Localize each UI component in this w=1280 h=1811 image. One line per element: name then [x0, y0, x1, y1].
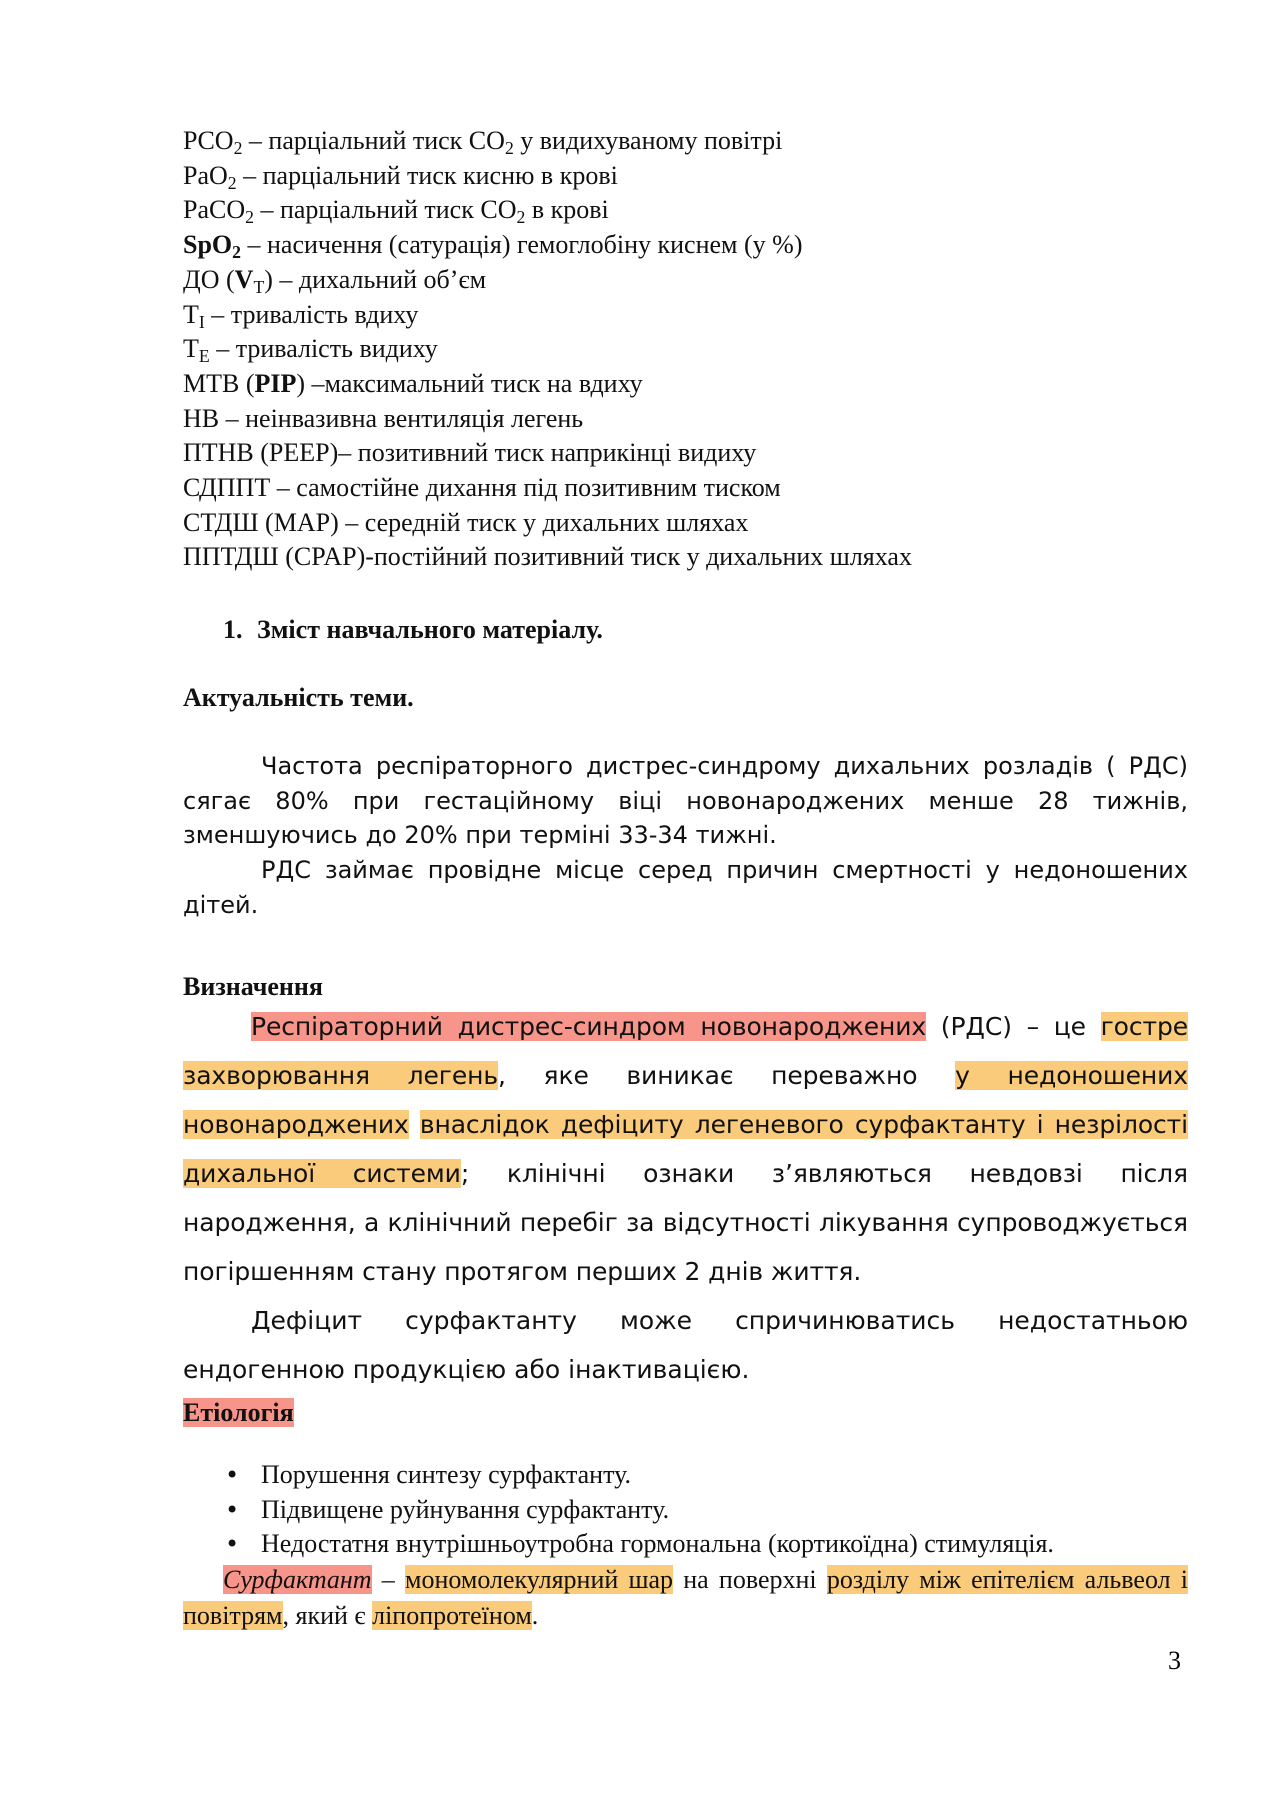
paragraph-text: (РДС) – це	[926, 1012, 1101, 1042]
abbr-text: – тривалість видиху	[209, 334, 438, 364]
subscript: 2	[504, 137, 514, 158]
page-content	[183, 124, 1188, 1634]
paragraph-text: .	[531, 1600, 539, 1630]
abbr-ptnv: ПТНВ (PEEP)– позитивний тиск наприкінці видиху	[183, 438, 757, 468]
abbr-paco2	[183, 193, 1188, 228]
highlight-phrase: у недоношених новонароджених	[183, 1061, 1188, 1140]
definition-paragraph-2	[183, 1296, 1188, 1394]
abbr-term: T	[183, 334, 199, 364]
abbr-term-bold: PIP	[254, 368, 297, 398]
definition-paragraph	[183, 1002, 1188, 1296]
etiology-list	[183, 1458, 1188, 1562]
abbr-spo2	[183, 228, 1188, 263]
subscript: 2	[245, 207, 254, 228]
abbr-text: ) – дихальний об’єм	[264, 264, 487, 294]
paragraph-text: ; клінічні ознаки з’являються невдовзі після народження, а клінічний перебіг за відсутності лікування супроводжується погіршенням стану протягом перших 2 днів життя.	[183, 1159, 1188, 1287]
paragraph-text: РДС займає провідне місце серед причин смертності у недоношених дітей.	[183, 855, 1188, 919]
paragraph-text: Частота респіраторного дистрес-синдрому дихальних розладів ( РДС) сягає 80% при гестаційному віці новонароджених менше 28 тижнів, зменшуючись до 20% при терміні 33-34 тижні.	[183, 752, 1188, 850]
etiology-heading	[183, 1396, 1188, 1430]
abbr-nv: НВ – неінвазивна вентиляція легень	[183, 403, 584, 433]
paragraph-text: Дефіцит сурфактанту може спричинюватись недостатньою ендогенною продукцією або інактивацією.	[183, 1306, 1188, 1385]
abbr-do	[183, 263, 1188, 298]
abbr-term: PaO	[183, 160, 228, 190]
list-item: • Підвищене руйнування сурфактанту.	[183, 1493, 1188, 1528]
highlight-heading: Етіологія	[183, 1398, 294, 1428]
page-number: 3	[1168, 1646, 1181, 1675]
paragraph-text: –	[371, 1564, 405, 1594]
abbr-ti	[183, 298, 1188, 333]
abbr-text: – насичення (сатурація) гемоглобіну киснем (у %)	[241, 230, 803, 260]
abbr-term: МТВ (	[183, 368, 255, 398]
abbr-term-bold: V	[234, 264, 254, 294]
paragraph-text: , яке виникає переважно	[497, 1061, 956, 1091]
abbr-text: ) –максимальний тиск на вдиху	[296, 368, 643, 398]
highlight-term: Респіраторний дистрес-синдром новонароджених	[251, 1012, 927, 1042]
subscript: 2	[516, 207, 526, 228]
subscript: 2	[233, 137, 243, 158]
relevance-paragraph-2	[183, 853, 1188, 922]
abbr-text: – парціальний тиск CO	[253, 195, 517, 225]
abbr-text: у видихуваному повітрі	[513, 126, 783, 155]
abbr-term: SpO	[183, 230, 233, 260]
abbr-term: PCO	[183, 126, 234, 155]
abbreviations-list	[183, 124, 1188, 575]
abbr-mtv	[183, 367, 1188, 402]
paragraph-text: , який є	[282, 1600, 373, 1630]
section-title: Зміст навчального матеріалу.	[257, 615, 603, 645]
section-heading	[183, 613, 1188, 647]
highlight-phrase: внаслідок дефіциту легеневого сурфактанту і незрілості дихальної системи	[183, 1110, 1188, 1189]
surfactant-paragraph	[183, 1562, 1188, 1634]
abbr-term: PaCO	[183, 195, 246, 225]
abbr-text: – парціальний тиск кисню в крові	[236, 160, 618, 190]
relevance-heading: Актуальність теми.	[183, 683, 414, 713]
subscript: 2	[232, 242, 241, 263]
abbr-pao2	[183, 159, 1188, 194]
highlight-phrase: гостре захворювання легень	[183, 1012, 1189, 1091]
definition-heading: Визначення	[183, 972, 323, 1002]
subscript: 2	[227, 172, 237, 193]
abbr-pptdsh: ППТДШ (CPAP)-постійний позитивний тиск у дихальних шляхах	[183, 542, 912, 572]
highlight-phrase: ліпопротеїном	[372, 1600, 532, 1630]
abbr-sdppt: СДППТ – самостійне дихання під позитивним тиском	[183, 473, 781, 503]
abbr-te	[183, 332, 1188, 367]
list-item: • Порушення синтезу сурфактанту.	[183, 1458, 1188, 1493]
abbr-text: в крові	[525, 195, 609, 225]
abbr-stdsh: СТДШ (MAP) – середній тиск у дихальних шляхах	[183, 507, 749, 537]
abbr-text: – тривалість вдиху	[204, 299, 419, 329]
subscript: E	[198, 346, 210, 367]
highlight-phrase: мономолекулярний шар	[405, 1564, 674, 1594]
abbr-text: – парціальний тиск CO	[242, 126, 505, 155]
list-item: • Недостатня внутрішньоутробна гормональна (кортикоїдна) стимуляція.	[183, 1527, 1188, 1562]
paragraph-text: на поверхні	[673, 1564, 827, 1594]
abbr-pco2	[183, 124, 1188, 159]
relevance-paragraph-1	[183, 749, 1188, 853]
paragraph-text	[409, 1110, 420, 1139]
highlight-term: Сурфактант	[223, 1564, 372, 1594]
subscript: T	[253, 276, 265, 297]
section-number: 1.	[223, 615, 243, 645]
abbr-term: ДО (	[183, 264, 235, 294]
highlight-phrase: розділу між епітелієм альвеол і повітрям	[183, 1564, 1189, 1630]
subscript: I	[198, 311, 205, 332]
abbr-term: T	[183, 299, 199, 329]
